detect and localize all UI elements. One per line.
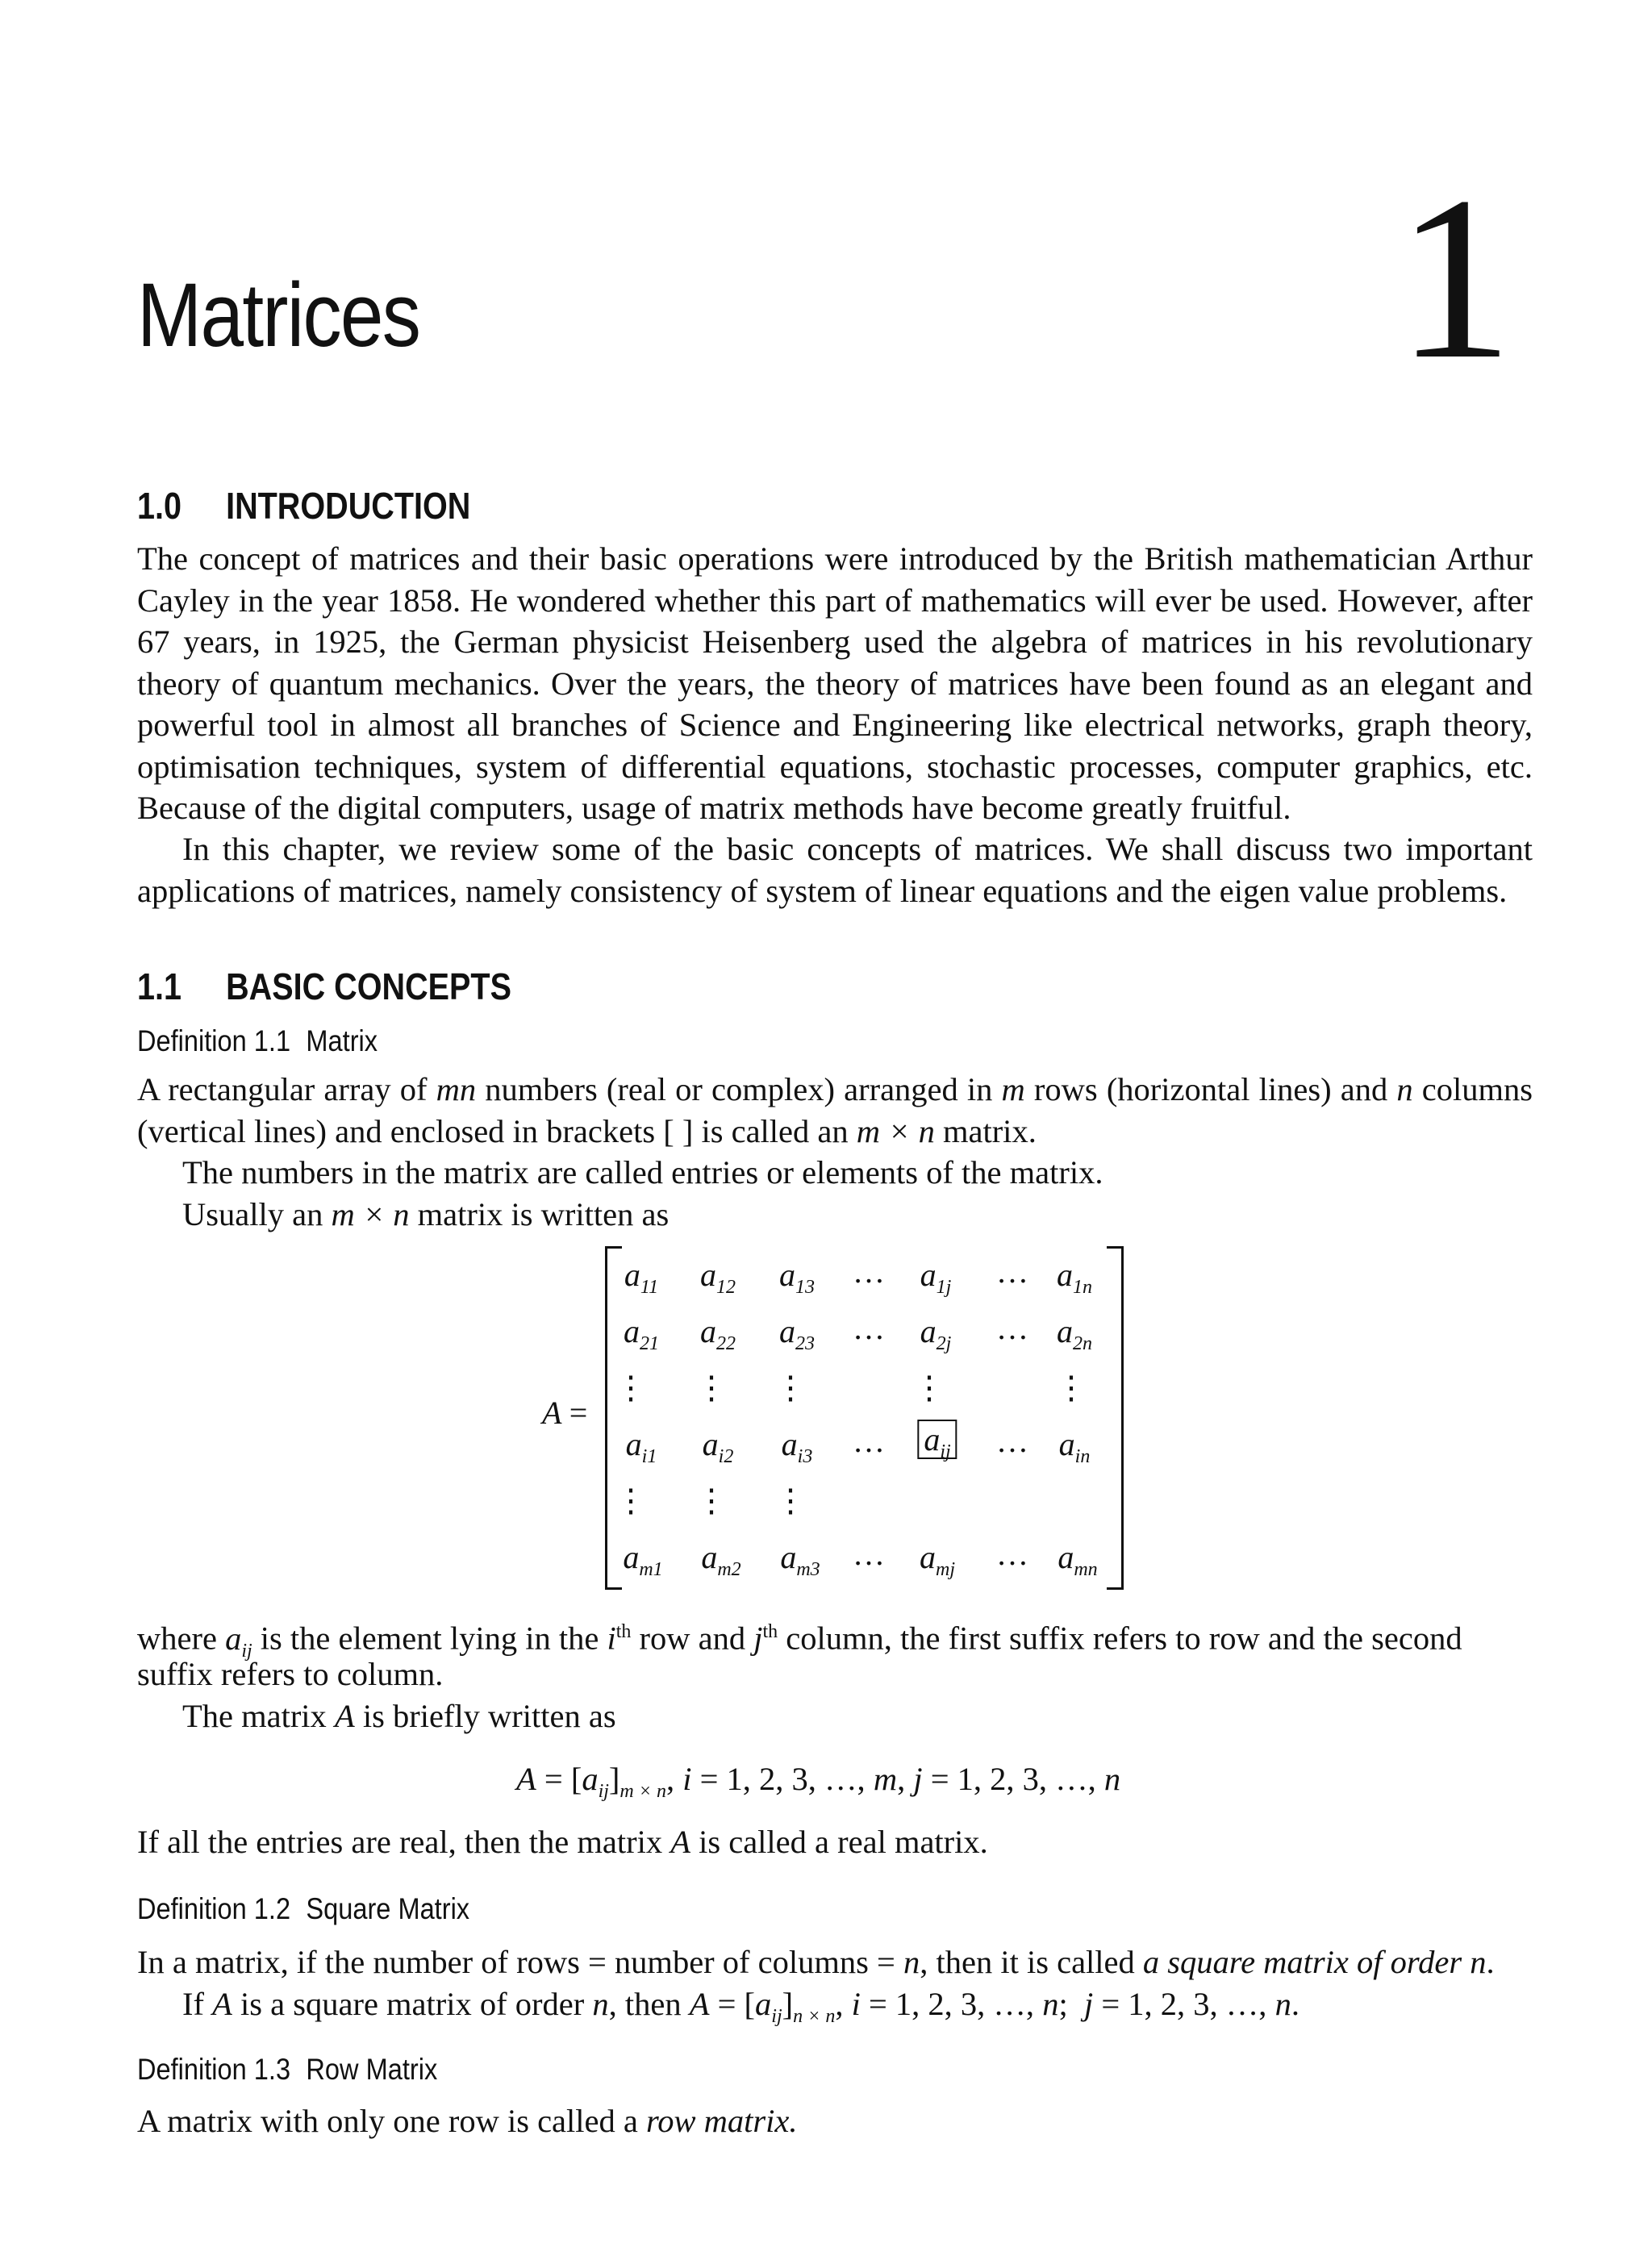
definition-1-3-line	[137, 2100, 798, 2142]
vertical-ellipsis-icon: ⋮	[913, 1370, 945, 1406]
ellipsis-icon: …	[996, 1310, 1028, 1346]
right-bracket	[1107, 1246, 1124, 1590]
text: Usually an	[182, 1196, 332, 1232]
general-matrix	[532, 1246, 1145, 1585]
text: The matrix	[182, 1698, 335, 1734]
text: numbers (real or complex) arranged in	[476, 1071, 1002, 1107]
math-n: n	[903, 1944, 920, 1980]
section-title: INTRODUCTION	[226, 485, 471, 527]
vertical-ellipsis-icon: ⋮	[774, 1482, 807, 1519]
text: , then	[608, 1986, 690, 2022]
text: A rectangular array of	[137, 1071, 436, 1107]
where-line-1: where $a_{ij}$ is the element lying in the $i^{th}$ row and $j^{th}$ column, the first suffix refers to row and the second	[137, 1620, 1462, 1662]
briefly-written-line	[182, 1695, 616, 1737]
math-n: n	[592, 1986, 609, 2022]
ellipsis-icon: …	[996, 1536, 1028, 1572]
intro-paragraph-2-text: In this chapter, we review some of the basic concepts of matrices. We shall discuss two important applications of matrices, namely consistency of system of linear equations and the eigen value problems.	[137, 831, 1533, 909]
vertical-ellipsis-icon: ⋮	[615, 1370, 647, 1406]
definition-heading-1-1	[137, 1024, 378, 1058]
text: rows (horizontal lines) and	[1024, 1071, 1388, 1107]
matrix-entry: $a_{1j}$	[920, 1257, 952, 1298]
intro-paragraph-1: The concept of matrices and their basic operations were introduced by the British mathematician Arthur Cayley in the year 1858. He wondered whether this part of mathematics will ever be used. However, after 67 years, in 1925, the German physicist Heisenberg used the algebra of matrices in his revolutionary theory of quantum mechanics. Over the years, the theory of matrices have been found as an elegant and powerful tool in almost all branches of Science and Engineering like electrical networks, graph theory, optimisation techniques, system of differential equations, stochastic processes, computer graphics, etc. Because of the digital computers, usage of matrix methods have become greatly fruitful.	[137, 540, 1533, 826]
matrix-entry: $a_{i2}$	[702, 1426, 734, 1467]
matrix-entry: $a_{11}$	[624, 1257, 659, 1298]
definition-heading-1-2	[137, 1892, 469, 1926]
definition-name: Matrix	[306, 1024, 378, 1057]
ellipsis-icon: …	[996, 1253, 1028, 1290]
matrix-entry: $a_{i1}$	[625, 1426, 657, 1467]
definition-1-1-paragraph	[137, 1069, 1533, 1152]
matrix-entry: $a_{2n}$	[1057, 1313, 1092, 1354]
definition-name: Square Matrix	[306, 1892, 470, 1925]
ellipsis-icon: …	[996, 1423, 1028, 1459]
vertical-ellipsis-icon: ⋮	[695, 1370, 728, 1406]
matrix-entry: $a_{mj}$	[920, 1539, 955, 1580]
matrix-label	[542, 1394, 587, 1432]
vertical-ellipsis-icon: ⋮	[615, 1482, 647, 1519]
text: column, the first suffix refers to row and the second	[778, 1620, 1462, 1657]
section-heading-basic-concepts	[137, 965, 511, 1008]
text: row and	[631, 1620, 754, 1657]
text: A matrix with only one row is called a	[137, 2103, 646, 2139]
math-mn: mn	[436, 1071, 477, 1107]
matrix-entry: $a_{m2}$	[701, 1539, 741, 1580]
math-mxn: m × n	[856, 1112, 935, 1149]
intro-paragraph-2	[137, 828, 1533, 911]
equals-sign: =	[569, 1395, 588, 1431]
section-number: 1.1	[137, 965, 181, 1007]
chapter-number: 1	[1396, 148, 1513, 407]
section-heading-introduction	[137, 484, 470, 528]
matrix-entry: $a_{2j}$	[920, 1313, 952, 1354]
text: where	[137, 1620, 226, 1657]
text: is briefly written as	[354, 1698, 616, 1734]
section-title: BASIC CONCEPTS	[226, 965, 511, 1007]
vertical-ellipsis-icon: ⋮	[695, 1482, 728, 1519]
text: , then it is called	[920, 1944, 1143, 1980]
left-bracket	[605, 1246, 622, 1590]
definition-1-2-line-2: If A is a square matrix of order n, then $A = [a_{ij}]_{n \times n}$, i = 1, 2, 3, …, n; j = 1, 2, 3, …, n.	[182, 1986, 1299, 2028]
ellipsis-icon: …	[853, 1423, 885, 1459]
text: is called a real matrix.	[690, 1824, 988, 1860]
matrix-entry: $a_{12}$	[700, 1257, 736, 1298]
matrix-symbol: A	[542, 1395, 561, 1431]
definition-1-1-usually-line	[182, 1194, 669, 1236]
math-A: A	[334, 1698, 355, 1734]
math-A: A	[670, 1824, 690, 1860]
text: In a matrix, if the number of rows = number of columns =	[137, 1944, 903, 1980]
text: .	[1486, 1944, 1495, 1980]
vertical-ellipsis-icon: ⋮	[1055, 1370, 1087, 1406]
matrix-entry: $a_{in}$	[1058, 1426, 1091, 1467]
definition-1-1-entries-line: The numbers in the matrix are called entries or elements of the matrix.	[182, 1154, 1103, 1191]
matrix-entry: $a_{1n}$	[1057, 1257, 1092, 1298]
matrix-entry: $a_{13}$	[779, 1257, 815, 1298]
where-line-2: suffix refers to column.	[137, 1656, 444, 1692]
definition-name: Row Matrix	[306, 2053, 438, 2086]
text: matrix.	[934, 1112, 1037, 1149]
matrix-entry: $a_{21}$	[624, 1313, 659, 1354]
definition-label: Definition 1.2	[137, 1892, 291, 1925]
matrix-entry-boxed: $a_{ij}$	[917, 1420, 957, 1463]
chapter-title: Matrices	[137, 265, 420, 365]
definition-1-2-line-1	[137, 1941, 1495, 1983]
ellipsis-icon: …	[853, 1253, 885, 1290]
definition-label: Definition 1.1	[137, 1024, 291, 1057]
math-mxn: m × n	[331, 1196, 410, 1232]
real-matrix-line	[137, 1821, 988, 1863]
text: columns (vertical lines) and enclosed in brackets [ ] is called an	[137, 1071, 1533, 1149]
matrix-entry: $a_{m3}$	[780, 1539, 820, 1580]
math-n: n	[1396, 1071, 1413, 1107]
text: is the element lying in the	[252, 1620, 607, 1657]
emphasis: a square matrix of order n	[1142, 1944, 1487, 1980]
emphasis: row matrix.	[646, 2103, 798, 2139]
matrix-entry: $a_{22}$	[700, 1313, 736, 1354]
section-number: 1.0	[137, 485, 181, 527]
matrix-entry: $a_{mn}$	[1058, 1539, 1098, 1580]
math-m: m	[1001, 1071, 1025, 1107]
text: matrix is written as	[409, 1196, 670, 1232]
definition-label: Definition 1.3	[137, 2053, 291, 2086]
vertical-ellipsis-icon: ⋮	[774, 1370, 807, 1406]
ellipsis-icon: …	[853, 1536, 885, 1572]
matrix-formula: $A = [a_{ij}]_{m \times n}$, i = 1, 2, 3, …, m, j = 1, 2, 3, …, n	[516, 1761, 1121, 1803]
matrix-entry: $a_{23}$	[779, 1313, 815, 1354]
text: is a square matrix of order	[232, 1986, 593, 2022]
matrix-entry: $a_{m1}$	[623, 1539, 663, 1580]
text: If	[182, 1986, 213, 2022]
math-A: A	[212, 1986, 232, 2022]
matrix-entry: $a_{i3}$	[781, 1426, 813, 1467]
ellipsis-icon: …	[853, 1310, 885, 1346]
definition-heading-1-3	[137, 2053, 437, 2087]
text: If all the entries are real, then the matrix	[137, 1824, 671, 1860]
